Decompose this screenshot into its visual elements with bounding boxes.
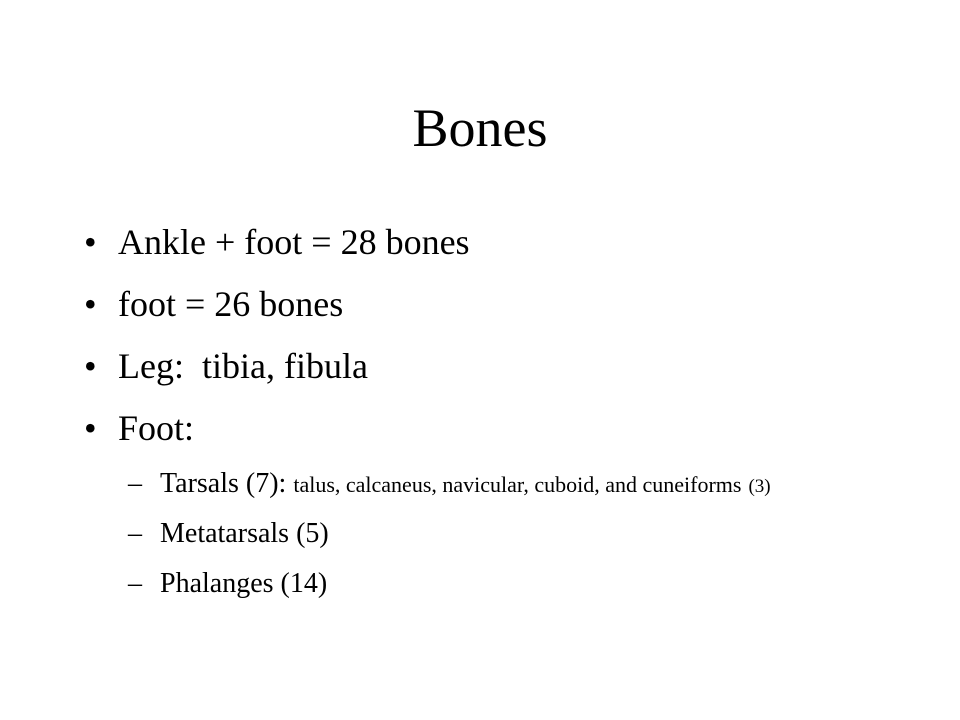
bullet-text: Leg: tibia, fibula (118, 346, 368, 386)
sub-bullet-item-tarsals (84, 462, 944, 512)
bullet-list (84, 214, 944, 612)
bullet-text: Ankle + foot = 28 bones (118, 222, 470, 262)
bullet-item-leg (84, 338, 944, 400)
bullet-marker: • (84, 284, 97, 324)
bullet-text: Foot: (118, 408, 195, 448)
bullet-marker: • (84, 346, 97, 386)
sub-bullet-text: Metatarsals (5) (160, 518, 329, 549)
sub-bullet-item-phalanges (84, 562, 944, 612)
bullet-marker: • (84, 222, 97, 262)
sub-bullet-item-metatarsals (84, 512, 944, 562)
slide-title: Bones (412, 98, 548, 158)
bullet-item-foot (84, 400, 944, 462)
cuneiforms-count: (3) (748, 476, 771, 497)
bullet-text: foot = 26 bones (118, 284, 344, 324)
sub-bullet-marker: – (128, 518, 142, 549)
bullet-marker: • (84, 408, 97, 448)
sub-bullet-text (160, 462, 771, 509)
sub-bullet-marker: – (128, 568, 142, 599)
tarsals-label: Tarsals (7): (160, 468, 287, 499)
bullet-item-foot-count (84, 276, 944, 338)
sub-bullet-marker: – (128, 468, 142, 499)
sub-bullet-text: Phalanges (14) (160, 568, 328, 599)
tarsals-detail: talus, calcaneus, navicular, cuboid, and cuneiforms (293, 472, 742, 497)
bullet-item-ankle-foot (84, 214, 944, 276)
